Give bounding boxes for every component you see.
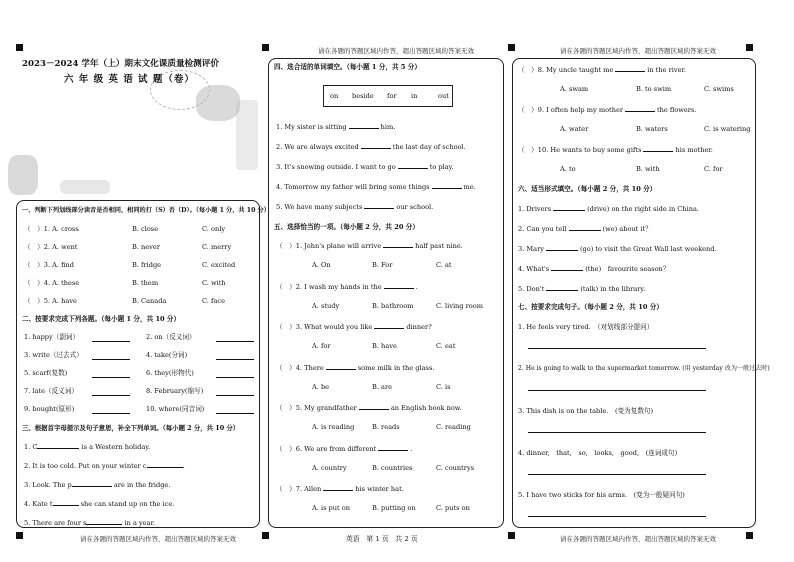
sentence-task: 1. He feels very tired. （对划线部分提问） <box>518 323 654 331</box>
answer-blank[interactable] <box>384 283 414 289</box>
answer-blank[interactable] <box>72 481 112 487</box>
answer-blank[interactable] <box>326 364 356 370</box>
registration-mark <box>746 532 753 539</box>
question-stem-end: . <box>415 282 418 291</box>
sentence-task: 4. dinner, that, so, looks, good, (连词成句) <box>518 449 678 457</box>
item-prefix: 3. Mary <box>518 245 544 253</box>
answer-blank[interactable] <box>216 359 254 360</box>
item-prefix: 5. Don't <box>518 285 545 293</box>
transform-item: 7. late（反义词） <box>24 387 78 395</box>
item-prefix: 4. What's <box>518 265 550 273</box>
transform-item: 1. happy（副词） <box>24 333 80 341</box>
item-suffix: (we) about it？ <box>602 225 652 233</box>
question-stem: （ ）6. We are from different <box>276 444 377 453</box>
choice-option-b[interactable]: B. waters <box>636 125 668 133</box>
fill-in-word-item <box>24 462 185 470</box>
transform-item: 6. they(形物代) <box>146 369 194 377</box>
question-option-a: （ ）5. A. have <box>24 297 77 305</box>
question-stem-end: half past nine. <box>415 242 463 250</box>
section3-heading: 三、根据首字母提示及句子意思，补全下列单词。（每小题 2 分，共 10 分） <box>22 424 240 432</box>
item-suffix: me. <box>463 183 476 191</box>
choice-option-b[interactable]: B. bathroom <box>372 301 414 310</box>
answer-blank[interactable] <box>147 462 183 468</box>
transform-item: 4. take(分词) <box>146 351 188 359</box>
registration-mark <box>16 532 23 539</box>
transform-item: 2. on（反义词） <box>146 333 196 341</box>
choice-option-b[interactable]: B. are <box>372 382 393 391</box>
multiple-choice-question <box>518 66 686 74</box>
choice-option-b[interactable]: B. For <box>372 261 393 269</box>
question-option-b: B. never <box>132 243 160 251</box>
item-suffix: (go) to visit the Great Wall last weekend. <box>579 245 717 253</box>
smudge <box>60 180 110 194</box>
multiple-choice-question <box>518 146 713 154</box>
section6-heading: 六、适当形式填空。（每小题 2 分，共 10 分） <box>518 185 657 193</box>
item-suffix: are in the fridge. <box>111 481 171 489</box>
registration-mark <box>508 532 515 539</box>
item-prefix: 2. We are always excited <box>276 143 359 151</box>
choice-option-c[interactable]: C. swims <box>704 85 734 93</box>
choice-option-c[interactable]: C. for <box>704 165 723 173</box>
multiple-choice-question <box>276 283 418 291</box>
answer-blank[interactable] <box>349 123 379 129</box>
item-suffix: . <box>182 462 185 470</box>
question-option-b: B. Canada <box>132 297 167 305</box>
question-stem: （ ）1. John's plane will arrive <box>276 242 382 250</box>
answer-blank[interactable] <box>216 377 254 378</box>
fill-in-item <box>276 163 454 171</box>
choice-option-c[interactable]: C. is <box>436 382 451 391</box>
answer-blank[interactable] <box>86 519 122 525</box>
answer-area-notice: 请在各题的答题区域内作答，超出答题区域的答案无效 <box>80 535 236 543</box>
question-stem-end: in the river. <box>647 66 686 74</box>
item-prefix: 2. It is too cold. Put on your winter c <box>24 462 147 470</box>
question-stem: （ ）7. Allen <box>276 485 322 493</box>
question-stem-end: his mother. <box>675 146 713 154</box>
answer-blank[interactable] <box>92 413 130 414</box>
choice-option-a[interactable]: A. water <box>560 125 589 133</box>
choice-option-a[interactable]: A. swam <box>560 85 589 93</box>
smudge <box>8 155 38 195</box>
answer-blank[interactable] <box>92 395 130 396</box>
choice-option-b[interactable]: B. with <box>636 165 660 173</box>
smudge <box>196 85 240 121</box>
item-prefix: 5. There are four s <box>24 519 87 527</box>
question-stem-end: some milk in the glass. <box>357 363 435 372</box>
page-footer: 英语 第 1 页 共 2 页 <box>346 535 418 543</box>
question-option-a: （ ）2. A. went <box>24 243 78 251</box>
question-stem: （ ）3. What would you like <box>276 323 373 331</box>
registration-mark <box>262 44 269 51</box>
answer-blank[interactable] <box>528 432 706 433</box>
multiple-choice-question <box>276 404 462 412</box>
section1-heading: 一、判断下列划线部分读音是否相同，相同的打（S）否（D）。（每小题 1 分，共 10 分） <box>22 207 270 214</box>
item-suffix: him. <box>380 123 396 131</box>
word-form-item <box>518 245 717 253</box>
word-bank-word: out <box>438 92 449 100</box>
transform-item: 5. scarf(复数) <box>24 369 68 377</box>
question-option-a: （ ）4. A. these <box>24 279 80 287</box>
answer-blank[interactable] <box>92 377 130 378</box>
item-suffix: (the) favourite season？ <box>585 265 670 273</box>
fill-in-item <box>276 203 433 211</box>
item-prefix: 4. Tomorrow my father will bring some things <box>276 183 430 191</box>
multiple-choice-question <box>518 106 696 114</box>
answer-blank[interactable] <box>551 265 583 271</box>
item-prefix: 1. Drivers <box>518 205 552 213</box>
answer-blank[interactable] <box>528 516 706 517</box>
choice-option-c[interactable]: C. living room <box>436 301 483 310</box>
question-stem: （ ）4. There <box>276 363 324 372</box>
choice-option-b[interactable]: B. have <box>372 342 397 350</box>
answer-blank[interactable] <box>528 474 706 475</box>
fill-in-item <box>276 123 395 131</box>
multiple-choice-question <box>276 445 412 453</box>
choice-option-c[interactable]: C. reading <box>436 423 471 431</box>
multiple-choice-question <box>276 323 432 331</box>
registration-mark <box>16 44 23 51</box>
item-prefix: 1. C <box>24 443 38 451</box>
answer-blank[interactable] <box>37 443 79 449</box>
choice-option-a[interactable]: A. to <box>560 165 576 173</box>
choice-option-a[interactable]: A. be <box>312 382 330 391</box>
answer-area-notice: 请在各题的答题区域内作答，超出答题区域的答案无效 <box>560 47 716 55</box>
answer-blank[interactable] <box>92 359 130 360</box>
choice-option-b[interactable]: B. reads <box>372 423 400 431</box>
answer-blank[interactable] <box>216 341 254 342</box>
word-form-item <box>518 265 669 273</box>
answer-blank[interactable] <box>364 203 394 209</box>
answer-area-notice: 请在各题的答题区域内作答，超出答题区域的答案无效 <box>318 47 474 55</box>
transform-item: 10. where(同音词) <box>146 405 205 413</box>
section5-heading: 五、选择恰当的一项。（每小题 2 分，共 20 分） <box>274 223 419 231</box>
question-stem-end: an English book now. <box>390 404 462 412</box>
answer-blank[interactable] <box>643 146 673 152</box>
item-prefix: 4. Kate t <box>24 500 53 508</box>
choice-option-a[interactable]: A. is reading <box>312 423 355 431</box>
answer-blank[interactable] <box>359 404 389 410</box>
choice-option-c[interactable]: C. puts on <box>436 504 470 512</box>
transform-item: 3. write（过去式） <box>24 351 83 359</box>
question-option-a: （ ）3. A. find <box>24 261 74 269</box>
multiple-choice-question <box>276 364 434 372</box>
choice-option-c[interactable]: C. countrys <box>436 463 475 472</box>
question-option-c: C. only <box>202 225 226 233</box>
question-stem: （ ）5. My grandfather <box>276 404 357 412</box>
registration-mark <box>508 44 515 51</box>
question-option-b: B. them <box>132 279 159 287</box>
sentence-task: 2. He is going to walk to the supermarket tomorrow. (用 yesterday 改为一般过去时) <box>518 365 770 372</box>
multiple-choice-question <box>276 242 463 250</box>
question-stem: （ ）10. He wants to buy some gifts <box>518 146 642 154</box>
answer-blank[interactable] <box>569 225 601 231</box>
item-suffix: the last day of school. <box>392 143 466 151</box>
choice-option-b[interactable]: B. to swim <box>636 85 672 93</box>
answer-blank[interactable] <box>383 242 413 248</box>
question-option-c: C. face <box>202 297 225 305</box>
question-option-c: C. merry <box>202 243 232 251</box>
choice-option-b[interactable]: B. countries <box>372 463 413 472</box>
smudge <box>236 100 258 170</box>
answer-blank[interactable] <box>432 183 462 189</box>
answer-blank[interactable] <box>361 143 391 149</box>
item-suffix: she can stand up on the ice. <box>78 500 175 508</box>
question-option-b: B. close <box>132 225 159 233</box>
answer-area-notice: 请在各题的答题区域内作答，超出答题区域的答案无效 <box>560 535 716 543</box>
choice-option-c[interactable]: C. at <box>436 261 452 269</box>
choice-option-a[interactable]: A. country <box>312 463 347 472</box>
answer-blank[interactable] <box>398 163 428 169</box>
item-suffix: our school. <box>396 203 434 211</box>
word-bank-word: for <box>387 92 397 100</box>
answer-blank[interactable] <box>546 245 578 251</box>
item-suffix: (drive) on the right side in China. <box>587 205 699 213</box>
fill-in-item <box>276 143 466 151</box>
item-suffix: in a year. <box>122 519 156 527</box>
choice-option-b[interactable]: B. putting on <box>372 504 416 512</box>
item-prefix: 5. We have many subjects <box>276 203 363 211</box>
answer-blank[interactable] <box>323 485 353 491</box>
multiple-choice-question <box>276 485 404 493</box>
question-stem-end: dinner? <box>406 323 432 331</box>
item-prefix: 2. Can you tell <box>518 225 567 233</box>
word-bank-word: in <box>411 92 418 100</box>
section2-heading: 二、按要求完成下列各题。（每小题 1 分，共 10 分） <box>22 315 181 323</box>
word-bank-word: on <box>330 92 339 100</box>
answer-blank[interactable] <box>528 348 706 349</box>
answer-blank[interactable] <box>615 66 645 72</box>
answer-blank[interactable] <box>374 323 404 329</box>
choice-option-c[interactable]: C. is watering <box>704 125 751 133</box>
question-option-b: B. fridge <box>132 261 162 269</box>
item-prefix: 3. It's snowing outside. I want to go <box>276 163 396 171</box>
word-form-item <box>518 205 699 213</box>
question-stem-end: his winter hat. <box>355 485 404 493</box>
exam-subtitle: 六 年 级 英 语 试 题（卷） <box>64 74 195 85</box>
registration-mark <box>746 44 753 51</box>
question-stem: （ ）9. I often help my mother <box>518 106 623 114</box>
question-stem: （ ）2. I wash my hands in the <box>276 282 382 291</box>
choice-option-a[interactable]: A. for <box>312 342 331 350</box>
word-form-item <box>518 225 652 233</box>
item-suffix: is a Western holiday. <box>79 443 151 451</box>
answer-blank[interactable] <box>553 205 585 211</box>
answer-blank[interactable] <box>528 390 706 391</box>
answer-blank[interactable] <box>546 285 578 291</box>
fill-in-word-item <box>24 500 174 508</box>
answer-blank[interactable] <box>92 341 130 342</box>
word-form-item <box>518 285 645 293</box>
question-option-c: C. with <box>202 279 226 287</box>
sentence-task: 3. This dish is on the table. (变为复数句) <box>518 407 654 415</box>
choice-option-a[interactable]: A. study <box>312 301 340 310</box>
question-option-a: （ ）1. A. cross <box>24 225 79 233</box>
item-prefix: 1. My sister is sitting <box>276 123 347 131</box>
transform-item: 8. February(缩写) <box>146 387 204 395</box>
answer-blank[interactable] <box>216 413 254 414</box>
answer-blank[interactable] <box>53 500 79 506</box>
registration-mark <box>262 532 269 539</box>
question-option-c: C. excited <box>202 261 236 269</box>
item-prefix: 3. Look. The p <box>24 481 72 489</box>
transform-item: 9. bought(原形) <box>24 405 75 413</box>
item-suffix: (talk) in the library. <box>580 285 646 293</box>
word-bank-word: beside <box>352 92 374 100</box>
answer-blank[interactable] <box>378 445 408 451</box>
item-suffix: to play. <box>429 163 454 171</box>
answer-blank[interactable] <box>216 395 254 396</box>
answer-blank[interactable] <box>625 106 655 112</box>
fill-in-item <box>276 183 476 191</box>
fill-in-word-item <box>24 443 150 451</box>
choice-option-a[interactable]: A. On <box>312 261 331 269</box>
choice-option-c[interactable]: C. eat <box>436 342 456 350</box>
fill-in-word-item <box>24 481 170 489</box>
sentence-task: 5. I have two sticks for his arms. (变为一般疑问句) <box>518 491 685 499</box>
fill-in-word-item <box>24 519 155 527</box>
question-stem-end: . <box>410 444 413 453</box>
section4-heading: 四、选合适的单词填空。（每小题 1 分，共 5 分） <box>274 63 421 71</box>
section7-heading: 七、按要求完成句子。（每小题 2 分，共 10 分） <box>518 303 663 311</box>
choice-option-a[interactable]: A. is put on <box>312 504 350 512</box>
question-stem-end: the flowers. <box>657 106 697 114</box>
exam-title: 2023－2024 学年（上）期末文化课质量检测评价 <box>22 59 219 69</box>
question-stem: （ ）8. My uncle taught me <box>518 66 614 74</box>
